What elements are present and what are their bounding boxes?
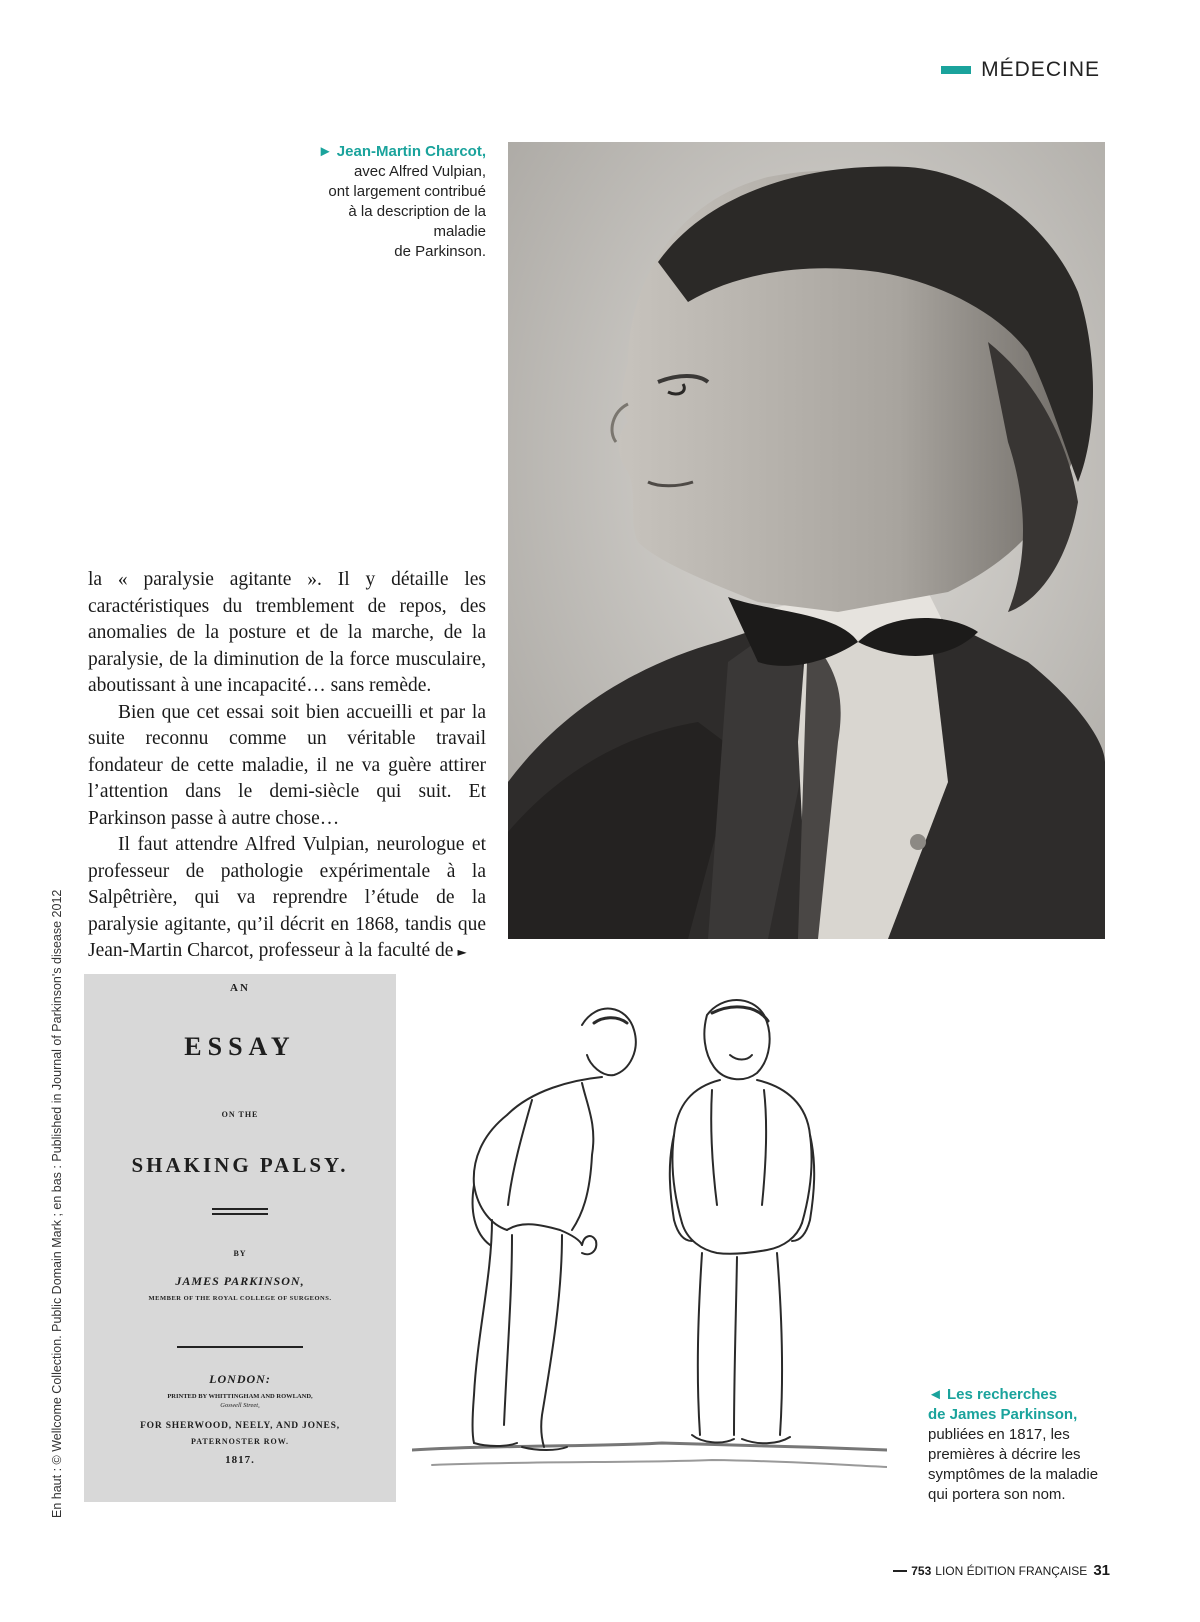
portrait-caption-line: ont largement contribué xyxy=(328,183,486,200)
essay-street: Goswell Street, xyxy=(220,1402,260,1409)
photo-credit: En haut : © Wellcome Collection. Public Domain Mark ; en bas : Published in Journal of Parkinson's disease 2012 xyxy=(50,889,64,1518)
article-body xyxy=(88,567,486,966)
sketch-caption xyxy=(928,1385,1138,1505)
portrait-caption xyxy=(300,142,486,262)
caption-arrow-right-icon: ► xyxy=(317,143,337,160)
portrait-caption-line: avec Alfred Vulpian, xyxy=(353,163,486,180)
essay-on-the: ON THE xyxy=(221,1110,259,1119)
caption-arrow-left-icon: ◄ xyxy=(928,1386,948,1403)
footer-issue-number: 753 xyxy=(911,1563,932,1578)
sketch-caption-line: symptômes de la maladie xyxy=(928,1466,1099,1483)
article-paragraph: Bien que cet essai soit bien accueilli et par la suite reconnu comme un véritable travail fondateur de cette maladie, il ne va guère attirer l’attention dans le demi-siècle qui suit. Et Parkinson passe à autre chose… xyxy=(88,701,486,829)
essay-address: PATERNOSTER ROW. xyxy=(190,1437,290,1446)
essay-member: MEMBER OF THE ROYAL COLLEGE OF SURGEONS. xyxy=(148,1295,332,1302)
essay-year: 1817. xyxy=(225,1454,255,1466)
portrait-caption-line: à la description de la maladie xyxy=(348,203,486,240)
sketch-caption-line: publiées en 1817, les xyxy=(928,1426,1070,1443)
essay-printer: PRINTED BY WHITTINGHAM AND ROWLAND, xyxy=(167,1393,313,1400)
section-header xyxy=(941,55,1100,85)
essay-by: BY xyxy=(233,1249,247,1258)
essay-an: AN xyxy=(230,982,250,994)
page-footer xyxy=(893,1562,1110,1579)
essay-title-page-image xyxy=(84,974,396,1502)
portrait-caption-title: Jean-Martin Charcot, xyxy=(336,143,486,160)
sketch-caption-title: Les recherches xyxy=(947,1386,1058,1403)
continue-arrow-icon: ► xyxy=(457,945,467,959)
essay-double-rule xyxy=(212,1208,268,1215)
article-paragraph: Il faut attendre Alfred Vulpian, neurologue et professeur de pathologie expérimentale à la Salpêtrière, qui va reprendre l’étude de la paralysie agitante, qu’il décrit en 1868, tandis que Jean-Martin Charcot, professeur à la faculté de xyxy=(88,834,486,961)
section-accent-bar xyxy=(941,66,971,74)
sketch-caption-line: qui portera son nom. xyxy=(928,1486,1066,1503)
charcot-portrait-photo xyxy=(508,142,1105,939)
section-label: MÉDECINE xyxy=(981,58,1100,81)
essay-word: ESSAY xyxy=(184,1032,296,1061)
essay-author: JAMES PARKINSON, xyxy=(175,1274,305,1288)
footer-dash xyxy=(893,1570,907,1572)
essay-city: LONDON: xyxy=(209,1372,271,1386)
essay-single-rule xyxy=(177,1346,303,1348)
article-paragraph: la « paralysie agitante ». Il y détaille les caractéristiques du tremblement de repos, des anomalies de la posture et de la marche, de la paralysie, de la diminution de la force musculaire, aboutissant à une incapacité… sans remède. xyxy=(88,569,486,696)
essay-title: SHAKING PALSY. xyxy=(131,1153,349,1177)
footer-publication: LION ÉDITION FRANÇAISE xyxy=(935,1563,1088,1578)
sketch-caption-line: premières à décrire les xyxy=(928,1446,1081,1463)
parkinson-patients-sketch xyxy=(412,995,887,1495)
essay-publishers: FOR SHERWOOD, NEELY, AND JONES, xyxy=(140,1421,340,1431)
footer-page-number: 31 xyxy=(1093,1562,1110,1579)
sketch-caption-title: de James Parkinson, xyxy=(928,1406,1078,1423)
portrait-caption-line: de Parkinson. xyxy=(394,243,486,260)
